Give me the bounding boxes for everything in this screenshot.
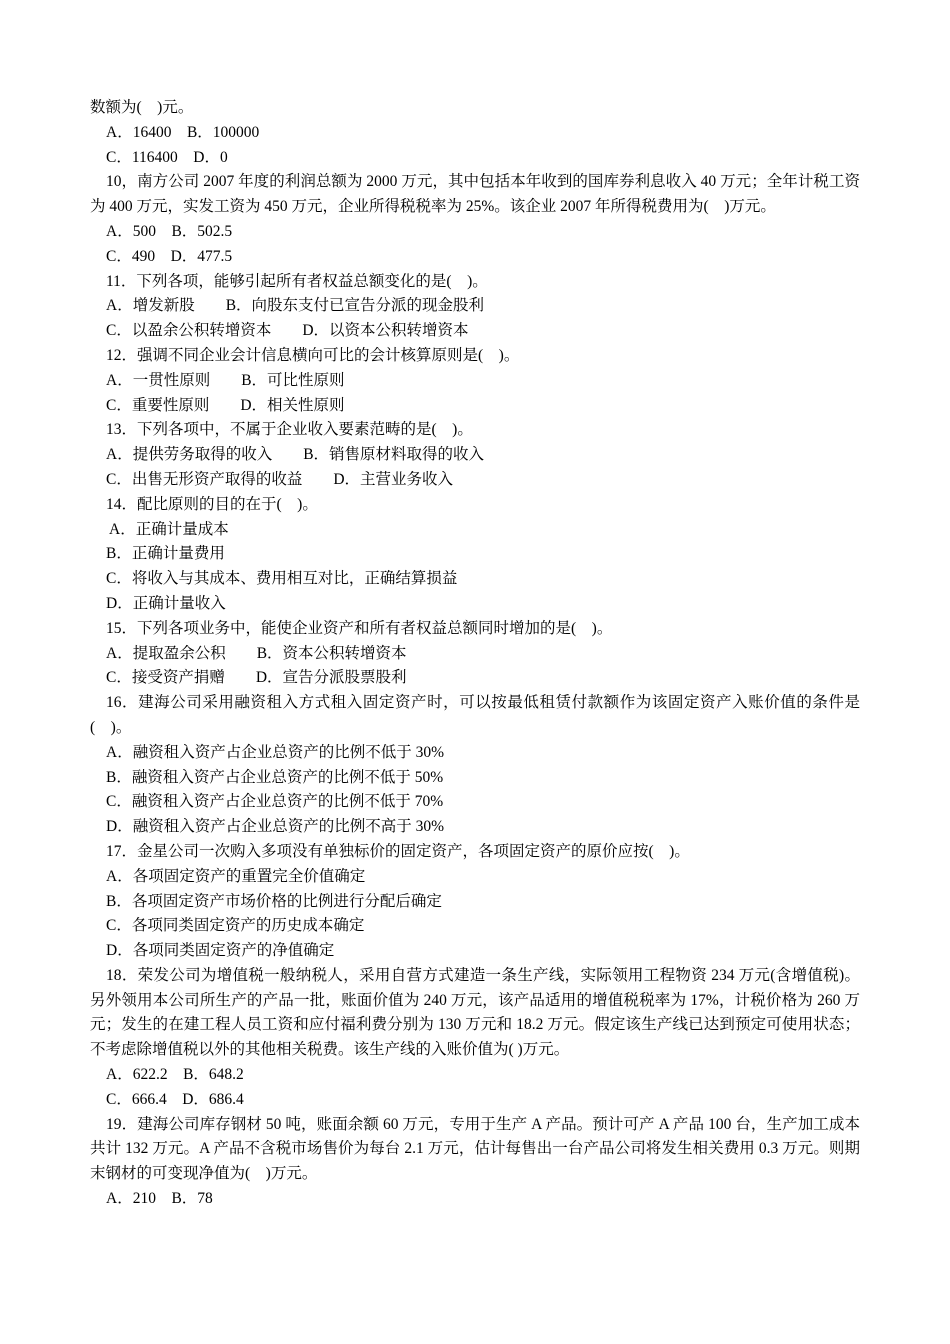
option-line: D．正确计量收入 [106, 594, 226, 612]
option-line: C．出售无形资产取得的收益 D．主营业务收入 [106, 470, 454, 488]
option-line: A．各项固定资产的重置完全价值确定 [106, 867, 366, 885]
option-line: D．融资租入资产占企业总资产的比例不高于 30% [106, 818, 444, 836]
option-line: A．210 B．78 [106, 1190, 213, 1208]
option-line: A．融资租入资产占企业总资产的比例不低于 30% [106, 743, 444, 761]
option-line: C．融资租入资产占企业总资产的比例不低于 70% [106, 793, 444, 811]
question-17: 17．金星公司一次购入多项没有单独标价的固定资产，各项固定资产的原价应按( )。 [106, 842, 690, 860]
option-line: A．一贯性原则 B．可比性原则 [106, 371, 345, 389]
question-10: 10，南方公司 2007 年度的利润总额为 2000 万元，其中包括本年收到的国库券利息收入 40 万元；全年计税工资为 400 万元，实发工资为 450 万元，企业所得税税率为 25%。该企业 2007 年所得税费用为( )万元。 [90, 173, 860, 216]
option-line: C．各项同类固定资产的历史成本确定 [106, 917, 365, 935]
question-14: 14．配比原则的目的在于( )。 [106, 495, 318, 513]
question-18: 18．荣发公司为增值税一般纳税人，采用自营方式建造一条生产线，实际领用工程物资 234 万元(含增值税)。另外领用本公司所生产的产品一批，账面价值为 240 万元，该产品适用的增值税税率为 17%，计税价格为 260 万元；发生的在建工程人员工资和应付福利费分别为 130 万元和 18.2 万元。假定该生产线已达到预定可使用状态；不考虑除增值税以外的其他相关税费。该生产线的入账价值为( )万元。 [90, 966, 860, 1059]
document-page [90, 96, 860, 1212]
option-line: C．490 D．477.5 [106, 247, 233, 265]
option-line: C．666.4 D．686.4 [106, 1090, 244, 1108]
option-line: A．16400 B．100000 [106, 123, 260, 141]
option-line: C．接受资产捐赠 D．宣告分派股票股利 [106, 669, 407, 687]
question-19: 19．建海公司库存钢材 50 吨，账面余额 60 万元，专用于生产 A 产品。预计可产 A 产品 100 台，生产加工成本共计 132 万元。A 产品不含税市场售价为每台 2.1 万元，估计每售出一台产品公司将发生相关费用 0.3 万元。则期末钢材的可变现净值为( )万元。 [90, 1115, 860, 1183]
option-line: B．正确计量费用 [106, 545, 225, 563]
option-line: C．116400 D．0 [106, 148, 228, 166]
question-16: 16．建海公司采用融资租入方式租入固定资产时，可以按最低租赁付款额作为该固定资产入账价值的条件是( )。 [90, 694, 860, 736]
option-line: C．重要性原则 D．相关性原则 [106, 396, 345, 414]
question-12: 12．强调不同企业会计信息横向可比的会计核算原则是( )。 [106, 346, 520, 364]
option-line: A．提取盈余公积 B．资本公积转增资本 [106, 644, 407, 662]
option-line: C．以盈余公积转增资本 D．以资本公积转增资本 [106, 322, 469, 340]
option-line: A．622.2 B．648.2 [106, 1066, 244, 1084]
option-line: A．增发新股 B．向股东支付已宣告分派的现金股利 [106, 297, 485, 315]
option-line: D．各项同类固定资产的净值确定 [106, 942, 335, 960]
option-line: A．500 B．502.5 [106, 222, 233, 240]
question-15: 15．下列各项业务中，能使企业资产和所有者权益总额同时增加的是( )。 [106, 619, 613, 637]
option-line: C．将收入与其成本、费用相互对比，正确结算损益 [106, 570, 458, 588]
option-line: A．提供劳务取得的收入 B．销售原材料取得的收入 [106, 446, 485, 464]
option-line: B．各项固定资产市场价格的比例进行分配后确定 [106, 892, 442, 910]
text-line: 数额为( )元。 [90, 99, 194, 116]
question-11: 11．下列各项，能够引起所有者权益总额变化的是( )。 [106, 272, 488, 290]
question-13: 13．下列各项中，不属于企业收入要素范畴的是( )。 [106, 421, 473, 439]
option-line: A．正确计量成本 [106, 520, 229, 538]
option-line: B．融资租入资产占企业总资产的比例不低于 50% [106, 768, 444, 786]
